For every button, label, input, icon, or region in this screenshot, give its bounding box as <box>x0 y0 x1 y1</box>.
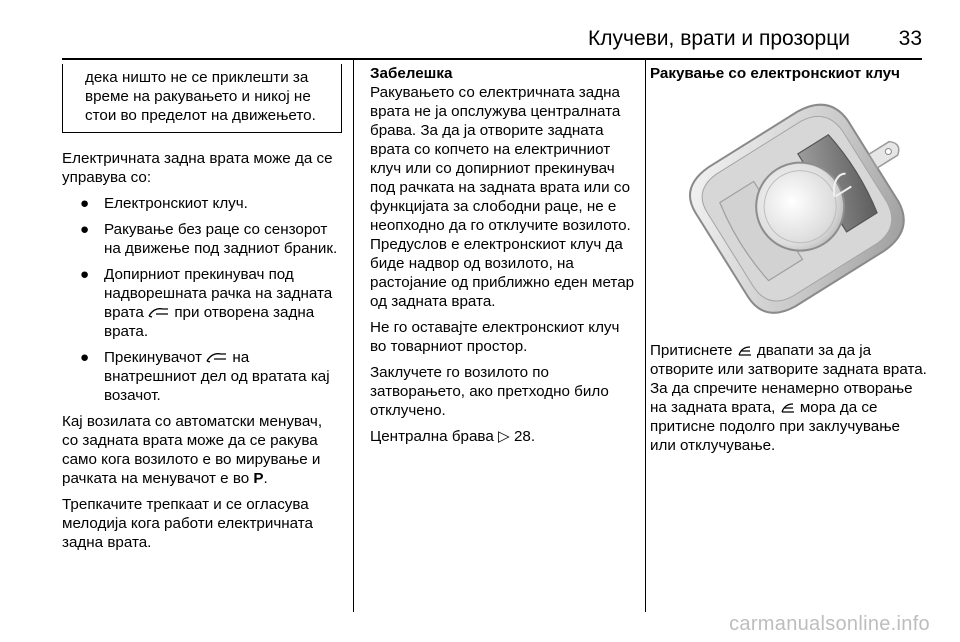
tailgate-icon <box>148 307 170 319</box>
section-heading: Ракување со електронскиот клуч <box>650 65 900 82</box>
list-item: ● Прекинувачот на внатрешниот дел од вратата кај возачот. <box>80 349 330 404</box>
warning-text: дека ништо не се приклешти за време на ракувањето и никој не стои во пределот на движењето. <box>85 69 316 124</box>
key-fob-illustration <box>650 93 926 327</box>
list-item: ● Допирниот прекинувач под надворешната рачка на задната врата при отворена задна врата. <box>80 266 333 340</box>
warning-box-continuation <box>62 64 342 133</box>
tailgate-icon <box>206 352 228 364</box>
tailgate-button-icon <box>780 402 796 414</box>
control-methods-list <box>62 194 342 405</box>
watermark: carmanualsonline.info <box>729 613 930 635</box>
note-text: Ракувањето со електричната задна врата не ја опслужува централната брава. За да ја отворите задната врата со копчето на електричниот клуч или со допирниот прекинувач под рачката на задната врата или со функцијата за слободни раце, не е неопходно да го отклучите возилото. Предуслов е електронскиот клуч да биде надвор од возилото, на растојание од приближно еден метар од задната врата. <box>370 84 635 310</box>
column-3 <box>650 64 930 462</box>
automatic-transmission-paragraph: Кај возилата со автоматски менувач, со задната врата може да се ракува само кога возилото е во мирување и рачката на менувачот е во P. <box>62 413 323 487</box>
header-rule <box>62 58 922 60</box>
note-heading: Забелешка <box>370 65 453 82</box>
column-2 <box>370 64 638 453</box>
intro-paragraph: Електричната задна врата може да се управува со: <box>62 150 333 186</box>
list-item: ● Електронскиот клуч. <box>80 195 248 212</box>
cross-reference: Централна брава ▷ 28. <box>370 428 536 445</box>
list-item: ● Ракување без раце со сензорот на движење под задниот браник. <box>80 221 338 257</box>
lock-paragraph: Заклучете го возилото по затворањето, ако претходно било отклучено. <box>370 364 609 419</box>
key-fob-icon <box>650 93 926 327</box>
page-number: 33 <box>898 27 922 50</box>
key-operation-paragraph: Притиснете двапати за да ја отворите или затворите задната врата. За да спречите ненамерно отворање на задната врата, мора да се притисне подолго при заклучување или отклучување. <box>650 342 927 454</box>
chapter-title: Клучеви, врати и прозорци <box>588 27 850 50</box>
signal-paragraph: Трепкачите трепкаат и се огласува мелодија кога работи електричната задна врата. <box>62 496 314 551</box>
column-divider-2 <box>645 60 646 612</box>
column-divider-1 <box>353 60 354 612</box>
tailgate-button-icon <box>737 345 753 357</box>
gear-p-label: P <box>253 470 264 487</box>
reference-arrow-icon: ▷ <box>498 428 510 445</box>
page-header <box>62 0 922 56</box>
key-warning-paragraph: Не го оставајте електронскиот клуч во товарниот простор. <box>370 319 620 355</box>
column-1 <box>62 64 342 559</box>
